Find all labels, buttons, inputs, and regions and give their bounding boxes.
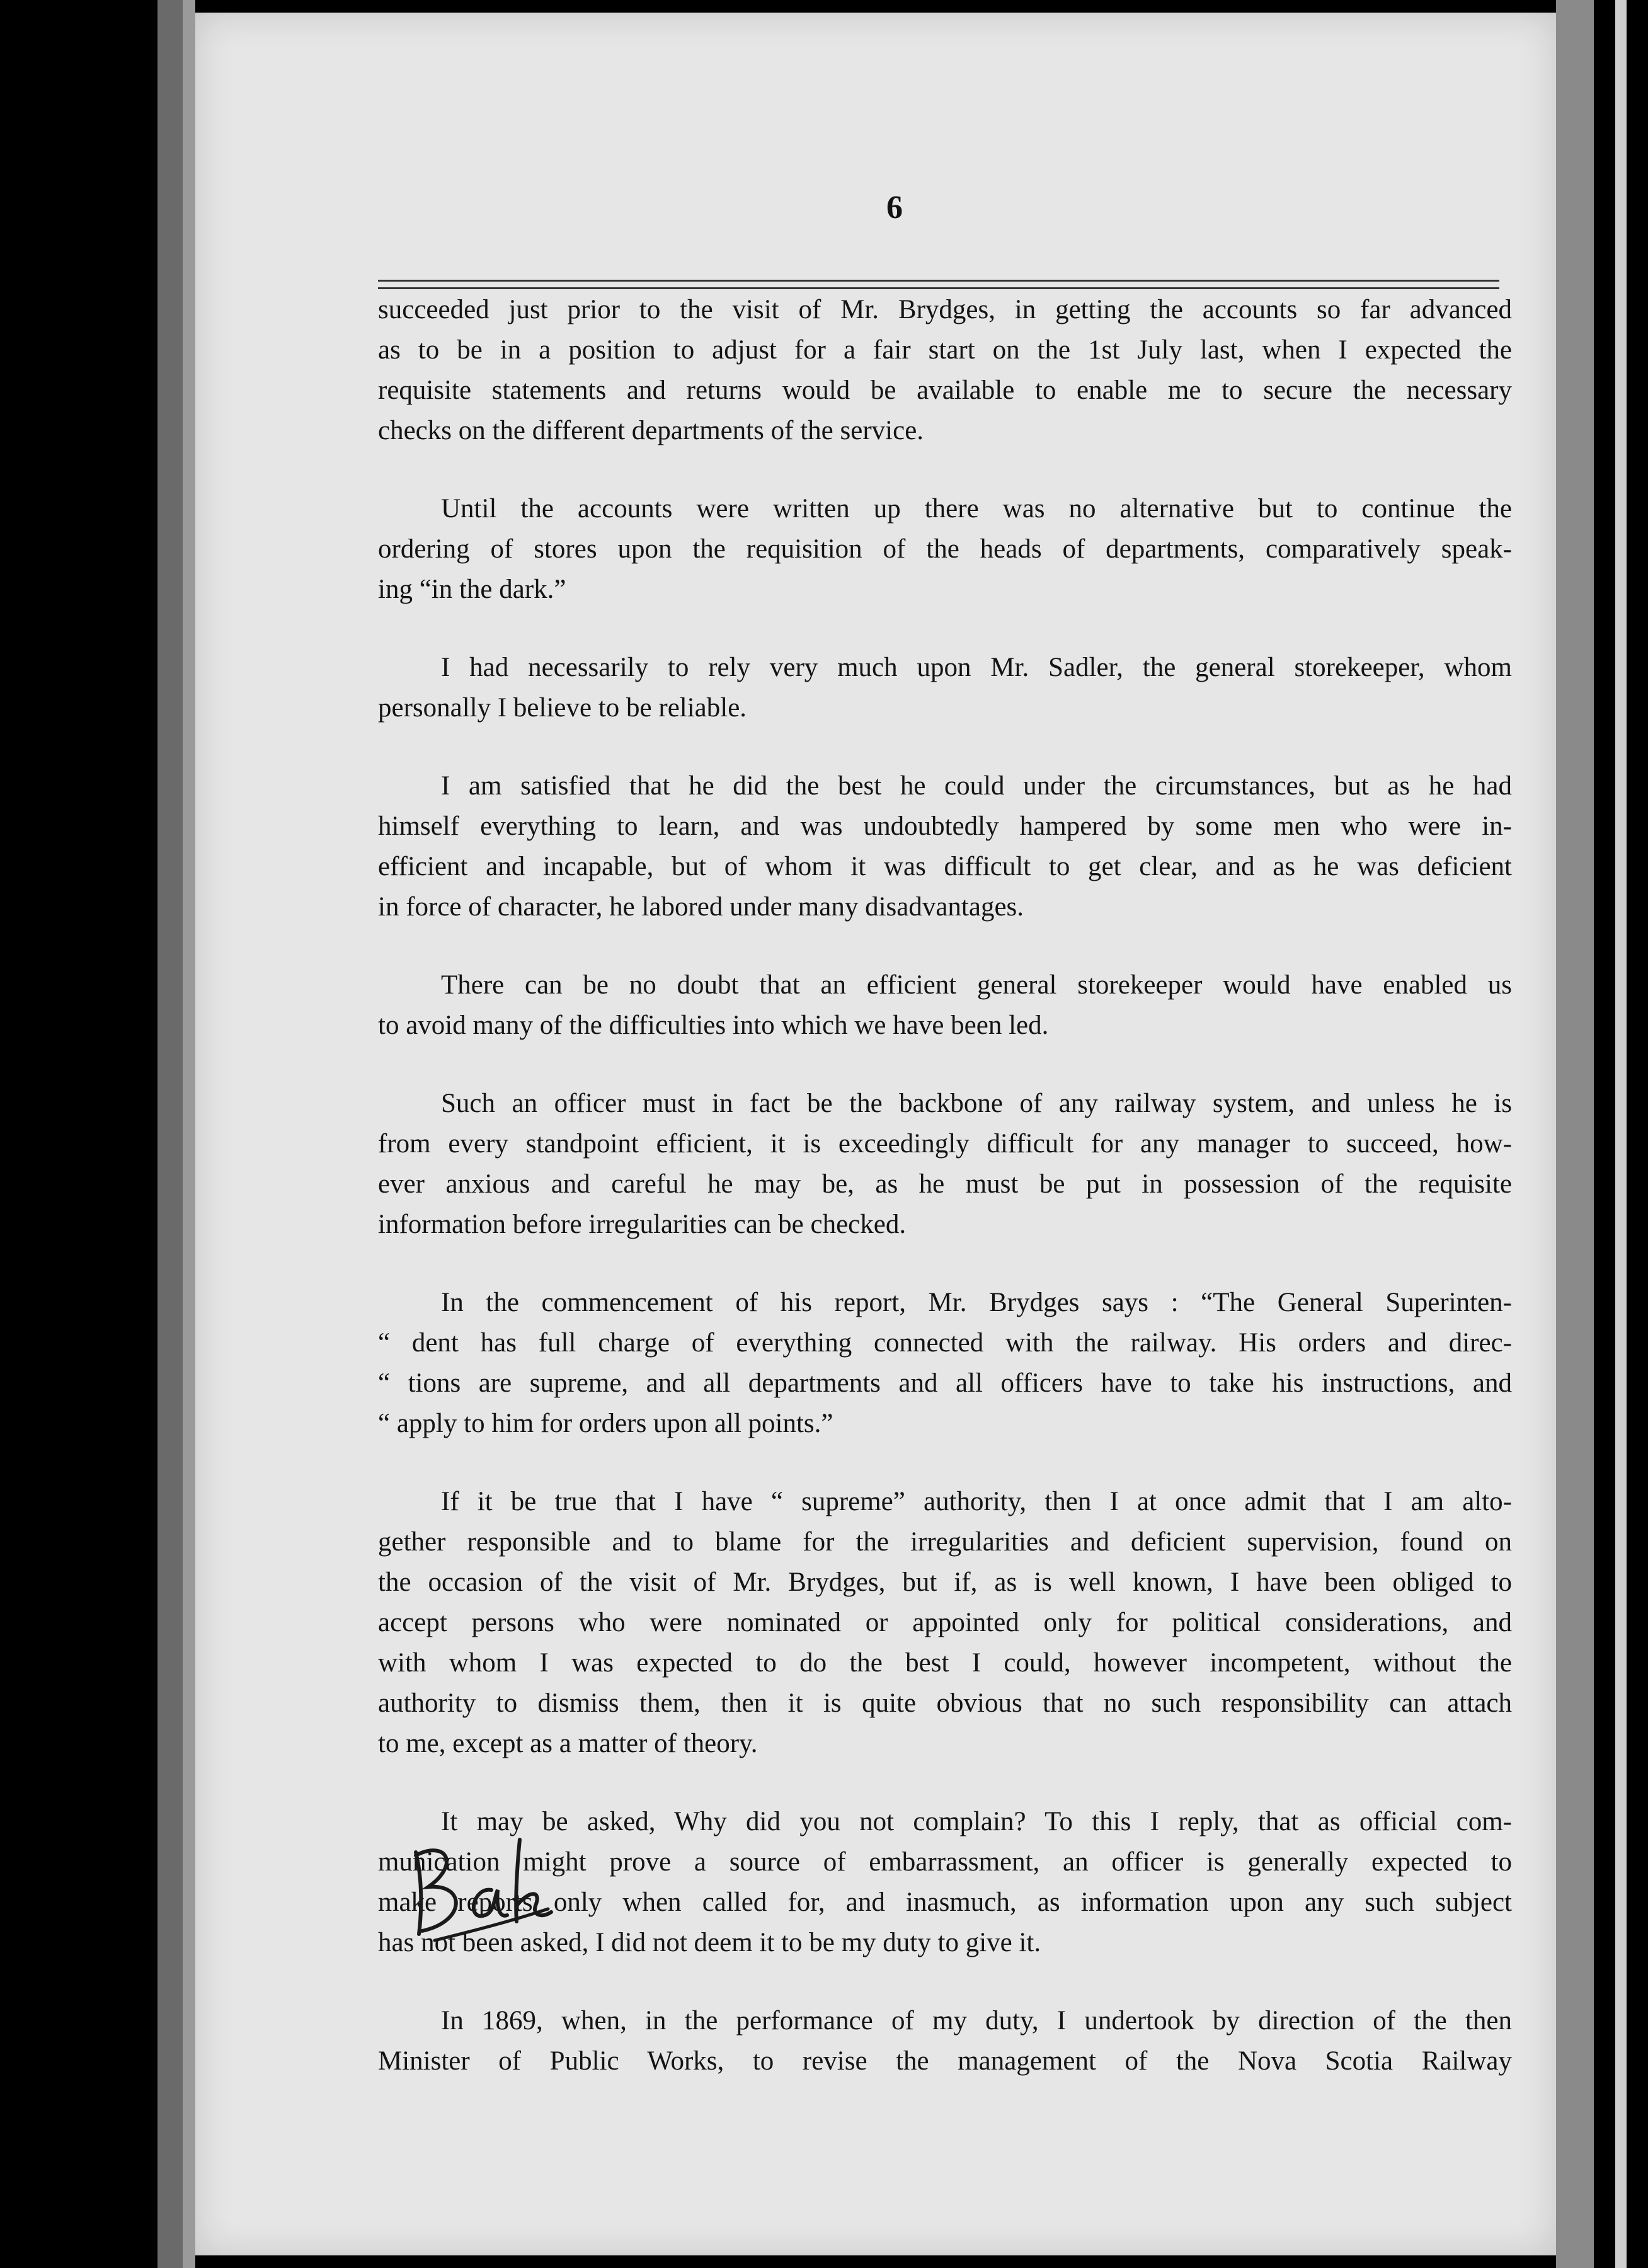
page-number: 6 — [886, 190, 903, 226]
text-line: “ apply to him for orders upon all points.” — [378, 1409, 833, 1438]
paragraph-3 — [378, 648, 1512, 728]
paragraph-8 — [378, 1482, 1512, 1764]
text-line: personally I believe to be reliable. — [378, 693, 747, 723]
body-text — [378, 290, 1512, 2082]
text-line: ever anxious and careful he may be, as he must be put in possession of the requisite — [378, 1169, 1512, 1199]
text-line: There can be no doubt that an efficient general storekeeper would have enabled us — [441, 970, 1512, 1000]
text-line: information before irregularities can be checked. — [378, 1210, 907, 1239]
text-line: accept persons who were nominated or appointed only for political considerations, and — [378, 1608, 1512, 1637]
text-line: authority to dismiss them, then it is quite obvious that no such responsibility can attach — [378, 1688, 1512, 1718]
text-line: checks on the different departments of the service. — [378, 416, 924, 445]
page-edge-left-inner — [183, 0, 195, 2268]
text-line: Until the accounts were written up there was no alternative but to continue the — [441, 494, 1512, 524]
paragraph-4 — [378, 766, 1512, 927]
text-line: I had necessarily to rely very much upon Mr. Sadler, the general storekeeper, whom — [441, 653, 1512, 682]
text-line: in force of character, he labored under many disadvantages. — [378, 892, 1024, 922]
text-line: from every standpoint efficient, it is exceedingly difficult for any manager to succeed, how- — [378, 1129, 1512, 1159]
text-line: I am satisfied that he did the best he could under the circumstances, but as he had — [441, 771, 1512, 801]
text-line: Minister of Public Works, to revise the management of the Nova Scotia Railway — [378, 2046, 1512, 2076]
text-line: with whom I was expected to do the best I could, however incompetent, without the — [378, 1648, 1512, 1678]
text-line: In 1869, when, in the performance of my duty, I undertook by direction of the then — [441, 2006, 1512, 2036]
text-line: himself everything to learn, and was undoubtedly hampered by some men who were in- — [378, 811, 1512, 841]
film-border-left — [0, 0, 157, 2268]
text-line: munication might prove a source of embarrassment, an officer is generally expected to — [378, 1847, 1512, 1877]
text-line: If it be true that I have “ supreme” authority, then I at once admit that I am alto- — [441, 1487, 1512, 1516]
handwriting-bak-icon — [397, 1827, 561, 1953]
handwritten-marginal-note — [397, 1827, 561, 1953]
text-line: gether responsible and to blame for the irregularities and deficient supervision, found on — [378, 1527, 1512, 1557]
paragraph-10 — [378, 2001, 1512, 2082]
header-rule-top — [378, 280, 1499, 282]
page-edge-left — [157, 0, 183, 2268]
text-line: “ tions are supreme, and all departments and all officers have to take his instructions, and — [378, 1368, 1512, 1398]
page-edge-right — [1556, 0, 1594, 2268]
text-line: “ dent has full charge of everything connected with the railway. His orders and direc- — [378, 1328, 1512, 1358]
paragraph-5 — [378, 965, 1512, 1046]
text-line: as to be in a position to adjust for a fair start on the 1st July last, when I expected the — [378, 335, 1512, 365]
text-line: the occasion of the visit of Mr. Brydges, but if, as is well known, I have been obliged to — [378, 1567, 1512, 1597]
text-line: In the commencement of his report, Mr. Brydges says : “The General Superinten- — [441, 1288, 1512, 1317]
text-line: has not been asked, I did not deem it to be my duty to give it. — [378, 1928, 1041, 1957]
text-line: to me, except as a matter of theory. — [378, 1729, 758, 1758]
text-line: ing “in the dark.” — [378, 575, 566, 604]
paragraph-1 — [378, 290, 1512, 451]
film-strip — [1615, 0, 1627, 2268]
text-line: make reports only when called for, and inasmuch, as information upon any such subject — [378, 1887, 1512, 1917]
film-border-right — [1594, 0, 1648, 2268]
paragraph-2 — [378, 489, 1512, 610]
text-line: requisite statements and returns would be available to enable me to secure the necessary — [378, 375, 1512, 405]
text-line: to avoid many of the difficulties into which we have been led. — [378, 1011, 1049, 1040]
header-rule-bottom — [378, 287, 1499, 289]
paragraph-6 — [378, 1084, 1512, 1245]
text-line: Such an officer must in fact be the backbone of any railway system, and unless he is — [441, 1089, 1512, 1118]
text-line: succeeded just prior to the visit of Mr. Brydges, in getting the accounts so far advanced — [378, 295, 1512, 324]
paragraph-7 — [378, 1283, 1512, 1444]
text-line: It may be asked, Why did you not complain? To this I reply, that as official com- — [441, 1807, 1512, 1836]
document-page — [195, 13, 1556, 2255]
text-line: efficient and incapable, but of whom it was difficult to get clear, and as he was deficient — [378, 852, 1512, 881]
text-line: ordering of stores upon the requisition of the heads of departments, comparatively speak- — [378, 534, 1512, 564]
